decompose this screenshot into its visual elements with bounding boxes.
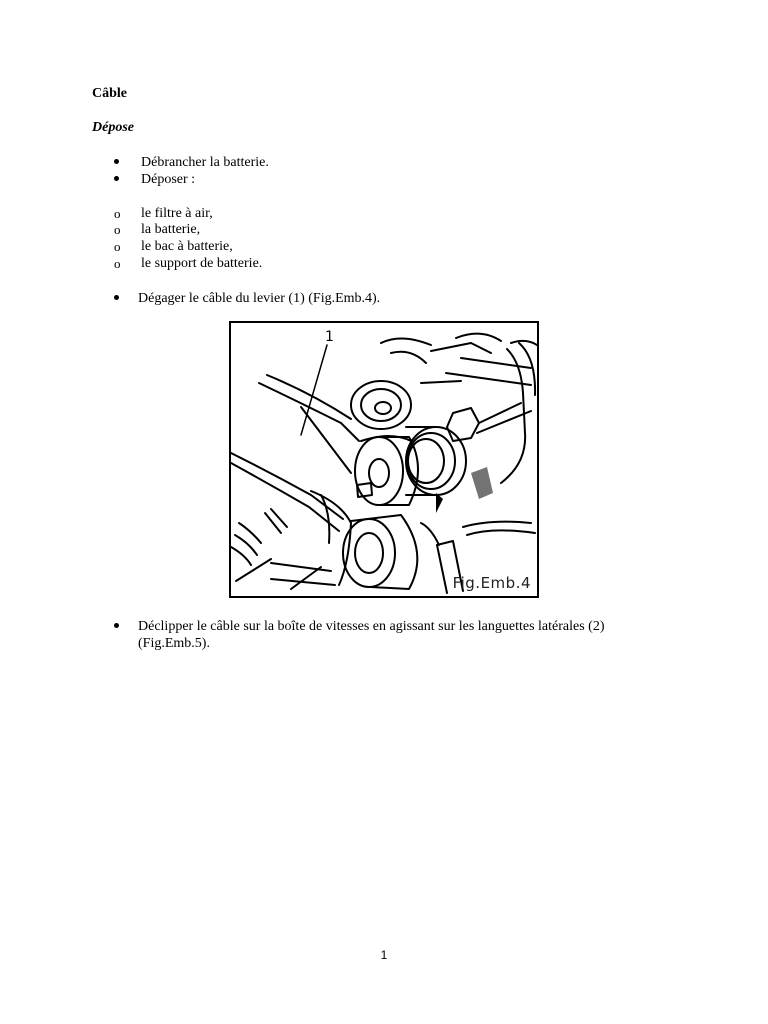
sub-bullet-icon: o xyxy=(114,256,121,271)
page-number: 1 xyxy=(380,948,388,962)
mechanism-illustration xyxy=(231,323,537,596)
figure-caption: Fig.Emb.4 xyxy=(452,574,531,592)
list-item-text: Dégager le câble du levier (1) (Fig.Emb.4). xyxy=(138,291,381,306)
sub-list-item-text: la batterie, xyxy=(141,222,201,237)
sub-bullet-icon: o xyxy=(114,206,121,221)
sub-bullet-icon: o xyxy=(114,222,121,237)
figure-callout-label: 1 xyxy=(325,329,334,345)
section-subheading: Dépose xyxy=(92,120,134,135)
figure-emb-4 xyxy=(229,321,539,598)
sub-list-item-text: le support de batterie. xyxy=(141,256,263,271)
list-item-text: Débrancher la batterie. xyxy=(141,155,269,170)
sub-list-item-text: le filtre à air, xyxy=(141,206,213,221)
sub-bullet-icon: o xyxy=(114,239,121,254)
bullet-icon xyxy=(114,290,126,307)
section-heading: Câble xyxy=(92,86,127,101)
list-item-text: Déposer : xyxy=(141,172,196,187)
list-item-text: (Fig.Emb.5). xyxy=(138,636,210,651)
bullet-icon xyxy=(114,154,126,171)
sub-list-item-text: le bac à batterie, xyxy=(141,239,233,254)
bullet-icon xyxy=(114,171,126,188)
list-item-text: Déclipper le câble sur la boîte de vitesses en agissant sur les languettes latérales (2) xyxy=(138,619,605,634)
bullet-icon xyxy=(114,618,126,635)
